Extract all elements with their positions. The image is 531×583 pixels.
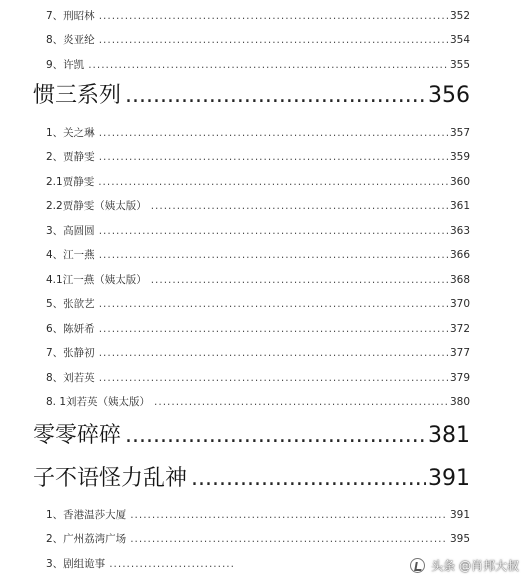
toc-section-heading [33,419,470,453]
toc-entry-title: 6、陈妍希 [46,323,95,335]
toc-entry-title: 1、香港温莎大厦 [46,509,127,521]
toc-leader-dots [125,79,426,113]
toc-entry-title: 2.2贾静雯（姨太版） [46,200,147,212]
toc-entry [46,295,470,313]
toc-entry [46,530,470,548]
toc-page-number: 352 [449,10,470,22]
toc-leader-dots [130,506,448,524]
toc-leader-dots [154,393,448,411]
toc-leader-dots [98,173,448,191]
toc-entry [46,320,470,338]
toc-entry [46,7,470,25]
toc-entry [46,369,470,387]
toc-leader-dots [130,530,448,548]
toc-page-number: 354 [449,34,470,46]
toc-page-number: 380 [449,396,470,408]
source-watermark [410,557,519,574]
toc-leader-dots [191,462,426,496]
toc-leader-dots [99,320,448,338]
toc-section-heading [33,79,470,113]
toc-leader-dots [99,7,448,25]
toc-entry [46,555,236,573]
toc-leader-dots [99,222,448,240]
toc-entry-title: 9、许凯 [46,59,85,71]
toc-page-number: 391 [449,509,470,521]
toc-page-number: 355 [449,59,470,71]
toc-page-number: 391 [428,466,470,491]
toc-entry [46,31,470,49]
toc-leader-dots [99,369,448,387]
toc-page-number: 370 [449,298,470,310]
toc-entry-title: 7、刑昭林 [46,10,95,22]
toc-entry-title: 2、广州荔湾广场 [46,533,127,545]
toc-entry [46,506,470,524]
toc-page-number: 379 [449,372,470,384]
toc-entry [46,222,470,240]
toc-page-number: 356 [428,83,470,108]
toc-entry-title: 7、张静初 [46,347,95,359]
toc-entry [46,173,470,191]
toc-entry [46,197,470,215]
toc-leader-dots [99,344,448,362]
toc-entry-title: 8、炎亚纶 [46,34,95,46]
toc-entry-title: 8. 1刘若英（姨太版） [46,396,151,408]
toc-page-number: 381 [428,423,470,448]
toc-page-number: 361 [449,200,470,212]
toc-page-number: 368 [449,274,470,286]
toc-page-number: 372 [449,323,470,335]
toc-entry-title: 3、高圆圆 [46,225,95,237]
toc-page-number: 359 [449,151,470,163]
toc-page-number: 377 [449,347,470,359]
toc-entry [46,246,470,264]
toc-leader-dots [99,31,448,49]
toc-entry-title: 8、刘若英 [46,372,95,384]
toc-page-number: 366 [449,249,470,261]
toc-leader-dots [109,555,234,573]
toc-section-title: 子不语怪力乱神 [33,466,188,491]
toc-entry-title: 3、剧组诡事 [46,558,106,570]
toc-entry-title: 2.1贾静雯 [46,176,95,188]
toc-entry [46,148,470,166]
toc-leader-dots [99,246,448,264]
toc-entry-title: 5、张歆艺 [46,298,95,310]
toc-entry-title: 4、江一燕 [46,249,95,261]
toc-entry-title: 1、关之琳 [46,127,95,139]
toc-leader-dots [88,56,448,74]
watermark-text: 头条 @肖邦大叔 [431,559,519,573]
toc-leader-dots [125,419,426,453]
toc-entry [46,393,470,411]
toc-leader-dots [99,124,448,142]
toc-entry-title: 2、贾静雯 [46,151,95,163]
toc-page-number: 395 [449,533,470,545]
toc-leader-dots [151,271,448,289]
toc-leader-dots [99,295,448,313]
toc-entry [46,56,470,74]
toc-page-number: 363 [449,225,470,237]
toc-section-heading [33,462,470,496]
toc-entry [46,344,470,362]
toc-entry [46,124,470,142]
toc-entry [46,271,470,289]
toutiao-logo-icon [410,558,425,573]
toc-entry-title: 4.1江一燕（姨太版） [46,274,147,286]
toc-page-number: 357 [449,127,470,139]
toc-leader-dots [99,148,448,166]
toc-page-number: 360 [449,176,470,188]
toc-section-title: 零零碎碎 [33,423,122,448]
toc-section-title: 惯三系列 [33,83,122,108]
toc-leader-dots [151,197,448,215]
